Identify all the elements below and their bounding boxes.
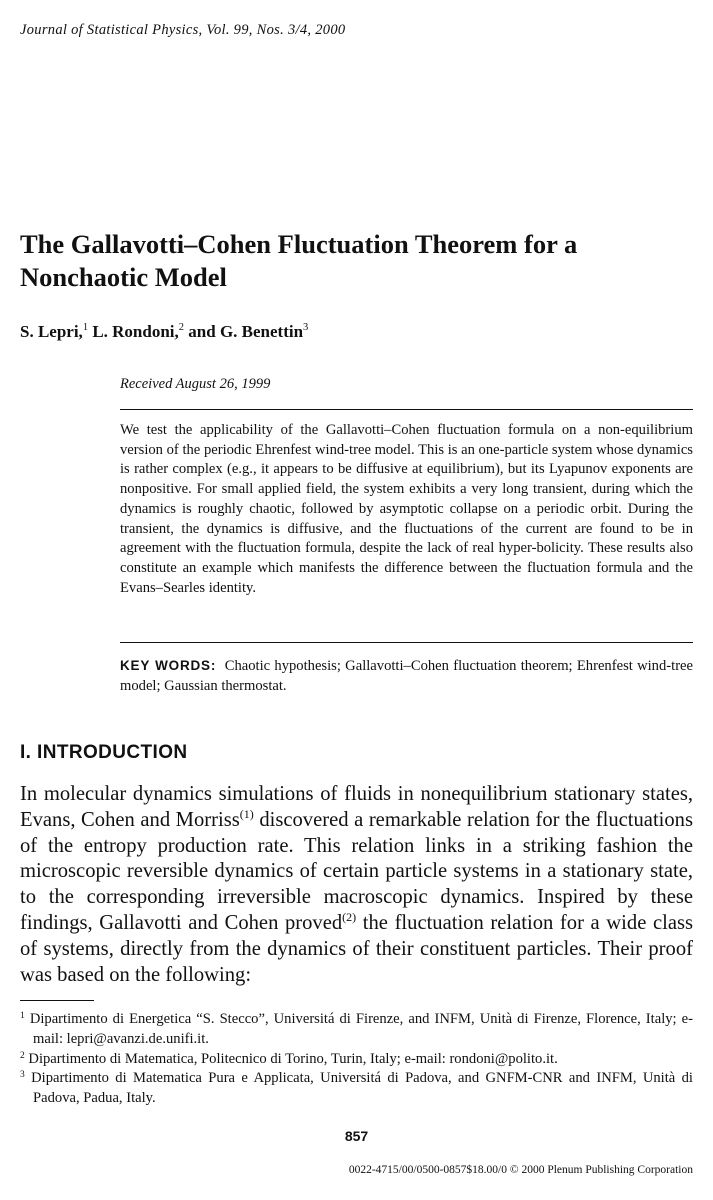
- copyright-line: 0022-4715/00/0500-0857$18.00/0 © 2000 Plenum Publishing Corporation: [348, 1164, 693, 1176]
- abstract-bottom-rule: [120, 642, 693, 643]
- abstract-top-rule: [120, 409, 693, 410]
- footnote: [20, 1069, 693, 1109]
- keywords-label: KEY WORDS:: [120, 658, 217, 673]
- keywords-text: Chaotic hypothesis; Gallavotti–Cohen fluctuation theorem; Ehrenfest wind-tree model; Gaussian thermostat.: [120, 658, 694, 694]
- paragraph-text: discovered a remarkable relation for the fluctuations of the entropy production rate. This relation links in a striking fashion the microscopic reversible dynamics of certain particle systems in a stationary state, to the corresponding irreversible macroscopic dynamics. Inspired by these findings, Gallavotti and Cohen proved: [20, 808, 693, 934]
- affiliation-mark: 1: [82, 322, 89, 333]
- keywords: [120, 656, 693, 696]
- footnote: [20, 1010, 693, 1050]
- affiliation-mark: 2: [178, 322, 185, 333]
- journal-citation: Journal of Statistical Physics, Vol. 99, Nos. 3/4, 2000: [20, 22, 346, 38]
- paragraph-text: In molecular dynamics simulations of fluids in nonequilibrium stationary states, Evans, Cohen and Morriss: [20, 783, 693, 831]
- footnote-mark: 3: [20, 1070, 25, 1081]
- footnote-text: Dipartimento di Energetica “S. Stecco”, Universitá di Firenze, and INFM, Unità di Firenze, Florence, Italy; e-mail: lepri@avanzi.de.unifi.it.: [29, 1011, 693, 1047]
- footnote-mark: 1: [20, 1011, 25, 1021]
- affiliation-mark: 3: [303, 322, 309, 333]
- footnote-text: Dipartimento di Matematica, Politecnico di Torino, Turin, Italy; e-mail: rondoni@polito.it.: [28, 1050, 558, 1067]
- abstract: We test the applicability of the Gallavotti–Cohen fluctuation formula on a non-equilibrium version of the periodic Ehrenfest wind-tree model. This is an one-particle system whose dynamics is rather complex (e.g., it appears to be diffusive at equilibrium), but its Lyapunov exponents are nonpositive. For small applied field, the system exhibits a very long transient, during which the dynamics is roughly chaotic, followed by asymptotic collapse on a periodic orbit. During the transient, the dynamics is diffusive, and the fluctuations of the current are found to be in agreement with the fluctuation formula, despite the lack of real hyper-bolicity. These results also constitute an example which manifests the difference between the fluctuation formula and the Evans–Searles identity.: [120, 422, 693, 596]
- section-heading: I. INTRODUCTION: [20, 742, 188, 763]
- page-number: 857: [344, 1128, 369, 1144]
- citation-ref: (2): [342, 909, 357, 924]
- introduction-paragraph: [20, 782, 693, 988]
- author-name: L. Rondoni,: [92, 322, 179, 341]
- author-list: [20, 322, 308, 342]
- footnotes: [20, 1010, 693, 1109]
- citation-ref: (1): [239, 806, 254, 821]
- footnote-mark: 2: [20, 1050, 25, 1061]
- author-name: G. Benettin: [219, 322, 304, 341]
- paper-title: The Gallavotti–Cohen Fluctuation Theorem for a Nonchaotic Model: [20, 229, 578, 292]
- author-name: S. Lepri,: [20, 322, 83, 341]
- footnote-text: Dipartimento di Matematica Pura e Applicata, Universitá di Padova, and GNFM-CNR and INFM, Unità di Padova, Padua, Italy.: [31, 1070, 693, 1107]
- received-date: Received August 26, 1999: [120, 376, 271, 392]
- footnote: [20, 1050, 693, 1070]
- authors-conjunction: and: [188, 322, 216, 341]
- paragraph-text: the fluctuation relation for a wide class of systems, directly from the dynamics of their constituent particles. Their proof was based on the following:: [20, 911, 693, 986]
- footnote-rule: [20, 1000, 94, 1001]
